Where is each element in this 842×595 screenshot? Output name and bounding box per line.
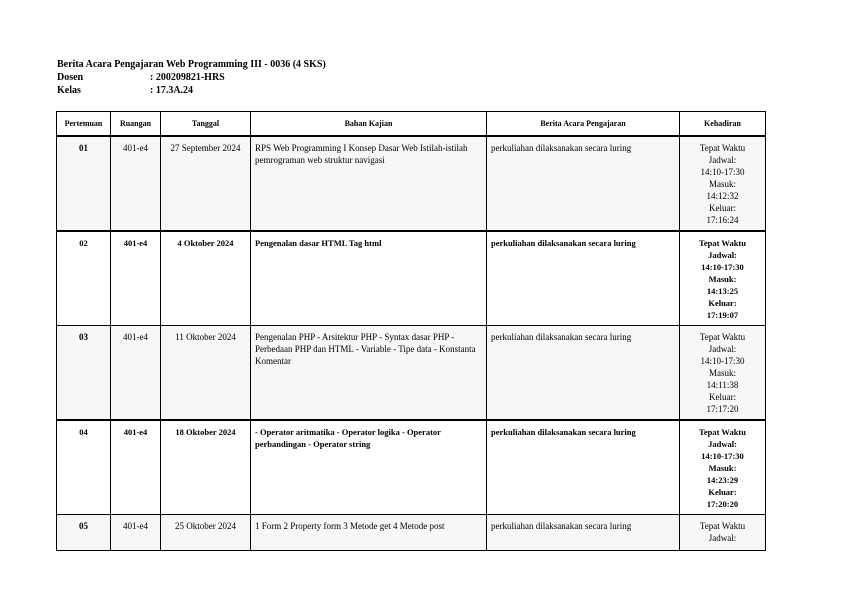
cell-ruangan: 401-e4	[111, 136, 161, 231]
jadwal-label: Jadwal:	[708, 439, 737, 449]
cell-bahan-kajian: 1 Form 2 Property form 3 Metode get 4 Metode post	[251, 515, 487, 551]
cell-pertemuan: 02	[57, 231, 111, 326]
cell-tanggal: 18 Oktober 2024	[161, 420, 251, 515]
masuk-label: Masuk:	[709, 179, 736, 189]
attendance-status: Tepat Waktu	[699, 521, 746, 531]
keluar-value: 17:16:24	[706, 215, 739, 225]
cell-pertemuan: 01	[57, 136, 111, 231]
col-header-bahan-kajian: Bahan Kajian	[251, 112, 487, 137]
masuk-value: 14:11:38	[706, 380, 739, 390]
keluar-label: Keluar:	[708, 487, 737, 497]
masuk-label: Masuk:	[709, 368, 736, 378]
attendance-status: Tepat Waktu	[699, 332, 746, 342]
cell-berita-acara: perkuliahan dilaksanakan secara luring	[487, 136, 680, 231]
dosen-row	[57, 71, 557, 84]
keluar-value: 17:17:20	[706, 404, 739, 414]
cell-bahan-kajian: Pengenalan dasar HTML Tag html	[251, 231, 487, 326]
attendance-status: Tepat Waktu	[698, 427, 746, 437]
jadwal-label: Jadwal:	[708, 250, 737, 260]
masuk-value: 14:12:32	[706, 191, 739, 201]
cell-pertemuan: 04	[57, 420, 111, 515]
masuk-label: Masuk:	[708, 274, 737, 284]
cell-berita-acara: perkuliahan dilaksanakan secara luring	[487, 420, 680, 515]
cell-bahan-kajian: Pengenalan PHP - Arsitektur PHP - Syntax dasar PHP - Perbedaan PHP dan HTML - Variable - Tipe data - Konstanta Komentar	[251, 326, 487, 421]
keluar-label: Keluar:	[709, 392, 736, 402]
jadwal-value: 14:10-17:30	[700, 167, 745, 177]
table-row	[57, 326, 766, 421]
table-row	[57, 420, 766, 515]
jadwal-label: Jadwal:	[708, 533, 737, 543]
berita-acara-table	[56, 111, 766, 551]
cell-kehadiran	[680, 420, 766, 515]
cell-pertemuan: 03	[57, 326, 111, 421]
cell-bahan-kajian: RPS Web Programming I Konsep Dasar Web Istilah-istilah pemrograman web struktur navigasi	[251, 136, 487, 231]
cell-tanggal: 25 Oktober 2024	[161, 515, 251, 551]
col-header-pertemuan: Pertemuan	[57, 112, 111, 137]
cell-tanggal: 27 September 2024	[161, 136, 251, 231]
jadwal-label: Jadwal:	[708, 155, 737, 165]
cell-tanggal: 4 Oktober 2024	[161, 231, 251, 326]
jadwal-label: Jadwal:	[708, 344, 737, 354]
jadwal-value: 14:10-17:30	[701, 451, 744, 461]
attendance-status: Tepat Waktu	[699, 143, 746, 153]
masuk-value: 14:13:25	[706, 286, 739, 296]
table-row	[57, 231, 766, 326]
jadwal-value: 14:10-17:30	[701, 262, 744, 272]
col-header-kehadiran: Kehadiran	[680, 112, 766, 137]
masuk-label: Masuk:	[708, 463, 737, 473]
col-header-berita-acara: Berita Acara Pengajaran	[487, 112, 680, 137]
cell-ruangan: 401-e4	[111, 515, 161, 551]
cell-berita-acara: perkuliahan dilaksanakan secara luring	[487, 515, 680, 551]
cell-pertemuan: 05	[57, 515, 111, 551]
keluar-value: 17:20:20	[706, 499, 739, 509]
table-row	[57, 515, 766, 551]
cell-kehadiran	[680, 326, 766, 421]
col-header-ruangan: Ruangan	[111, 112, 161, 137]
cell-ruangan: 401-e4	[111, 231, 161, 326]
keluar-label: Keluar:	[708, 298, 737, 308]
document-title: Berita Acara Pengajaran Web Programming III - 0036 (4 SKS)	[57, 59, 326, 70]
cell-ruangan: 401-e4	[111, 420, 161, 515]
cell-kehadiran	[680, 231, 766, 326]
dosen-value: : 200209821-HRS	[150, 72, 225, 83]
dosen-label: Dosen	[57, 72, 84, 83]
keluar-label: Keluar:	[709, 203, 736, 213]
cell-berita-acara: perkuliahan dilaksanakan secara luring	[487, 326, 680, 421]
jadwal-value: 14:10-17:30	[700, 356, 745, 366]
cell-berita-acara: perkuliahan dilaksanakan secara luring	[487, 231, 680, 326]
table-row	[57, 136, 766, 231]
kelas-value: : 17.3A.24	[150, 85, 194, 96]
cell-kehadiran	[680, 515, 766, 551]
cell-kehadiran	[680, 136, 766, 231]
cell-tanggal: 11 Oktober 2024	[161, 326, 251, 421]
kelas-label: Kelas	[57, 85, 81, 96]
cell-ruangan: 401-e4	[111, 326, 161, 421]
col-header-tanggal: Tanggal	[161, 112, 251, 137]
cell-bahan-kajian: - Operator aritmatika - Operator logika - Operator perbandingan - Operator string	[251, 420, 487, 515]
keluar-value: 17:19:07	[706, 310, 739, 320]
attendance-status: Tepat Waktu	[698, 238, 746, 248]
masuk-value: 14:23:29	[706, 475, 739, 485]
kelas-row	[57, 84, 557, 97]
document-header	[57, 58, 557, 97]
table-header-row	[57, 112, 766, 137]
